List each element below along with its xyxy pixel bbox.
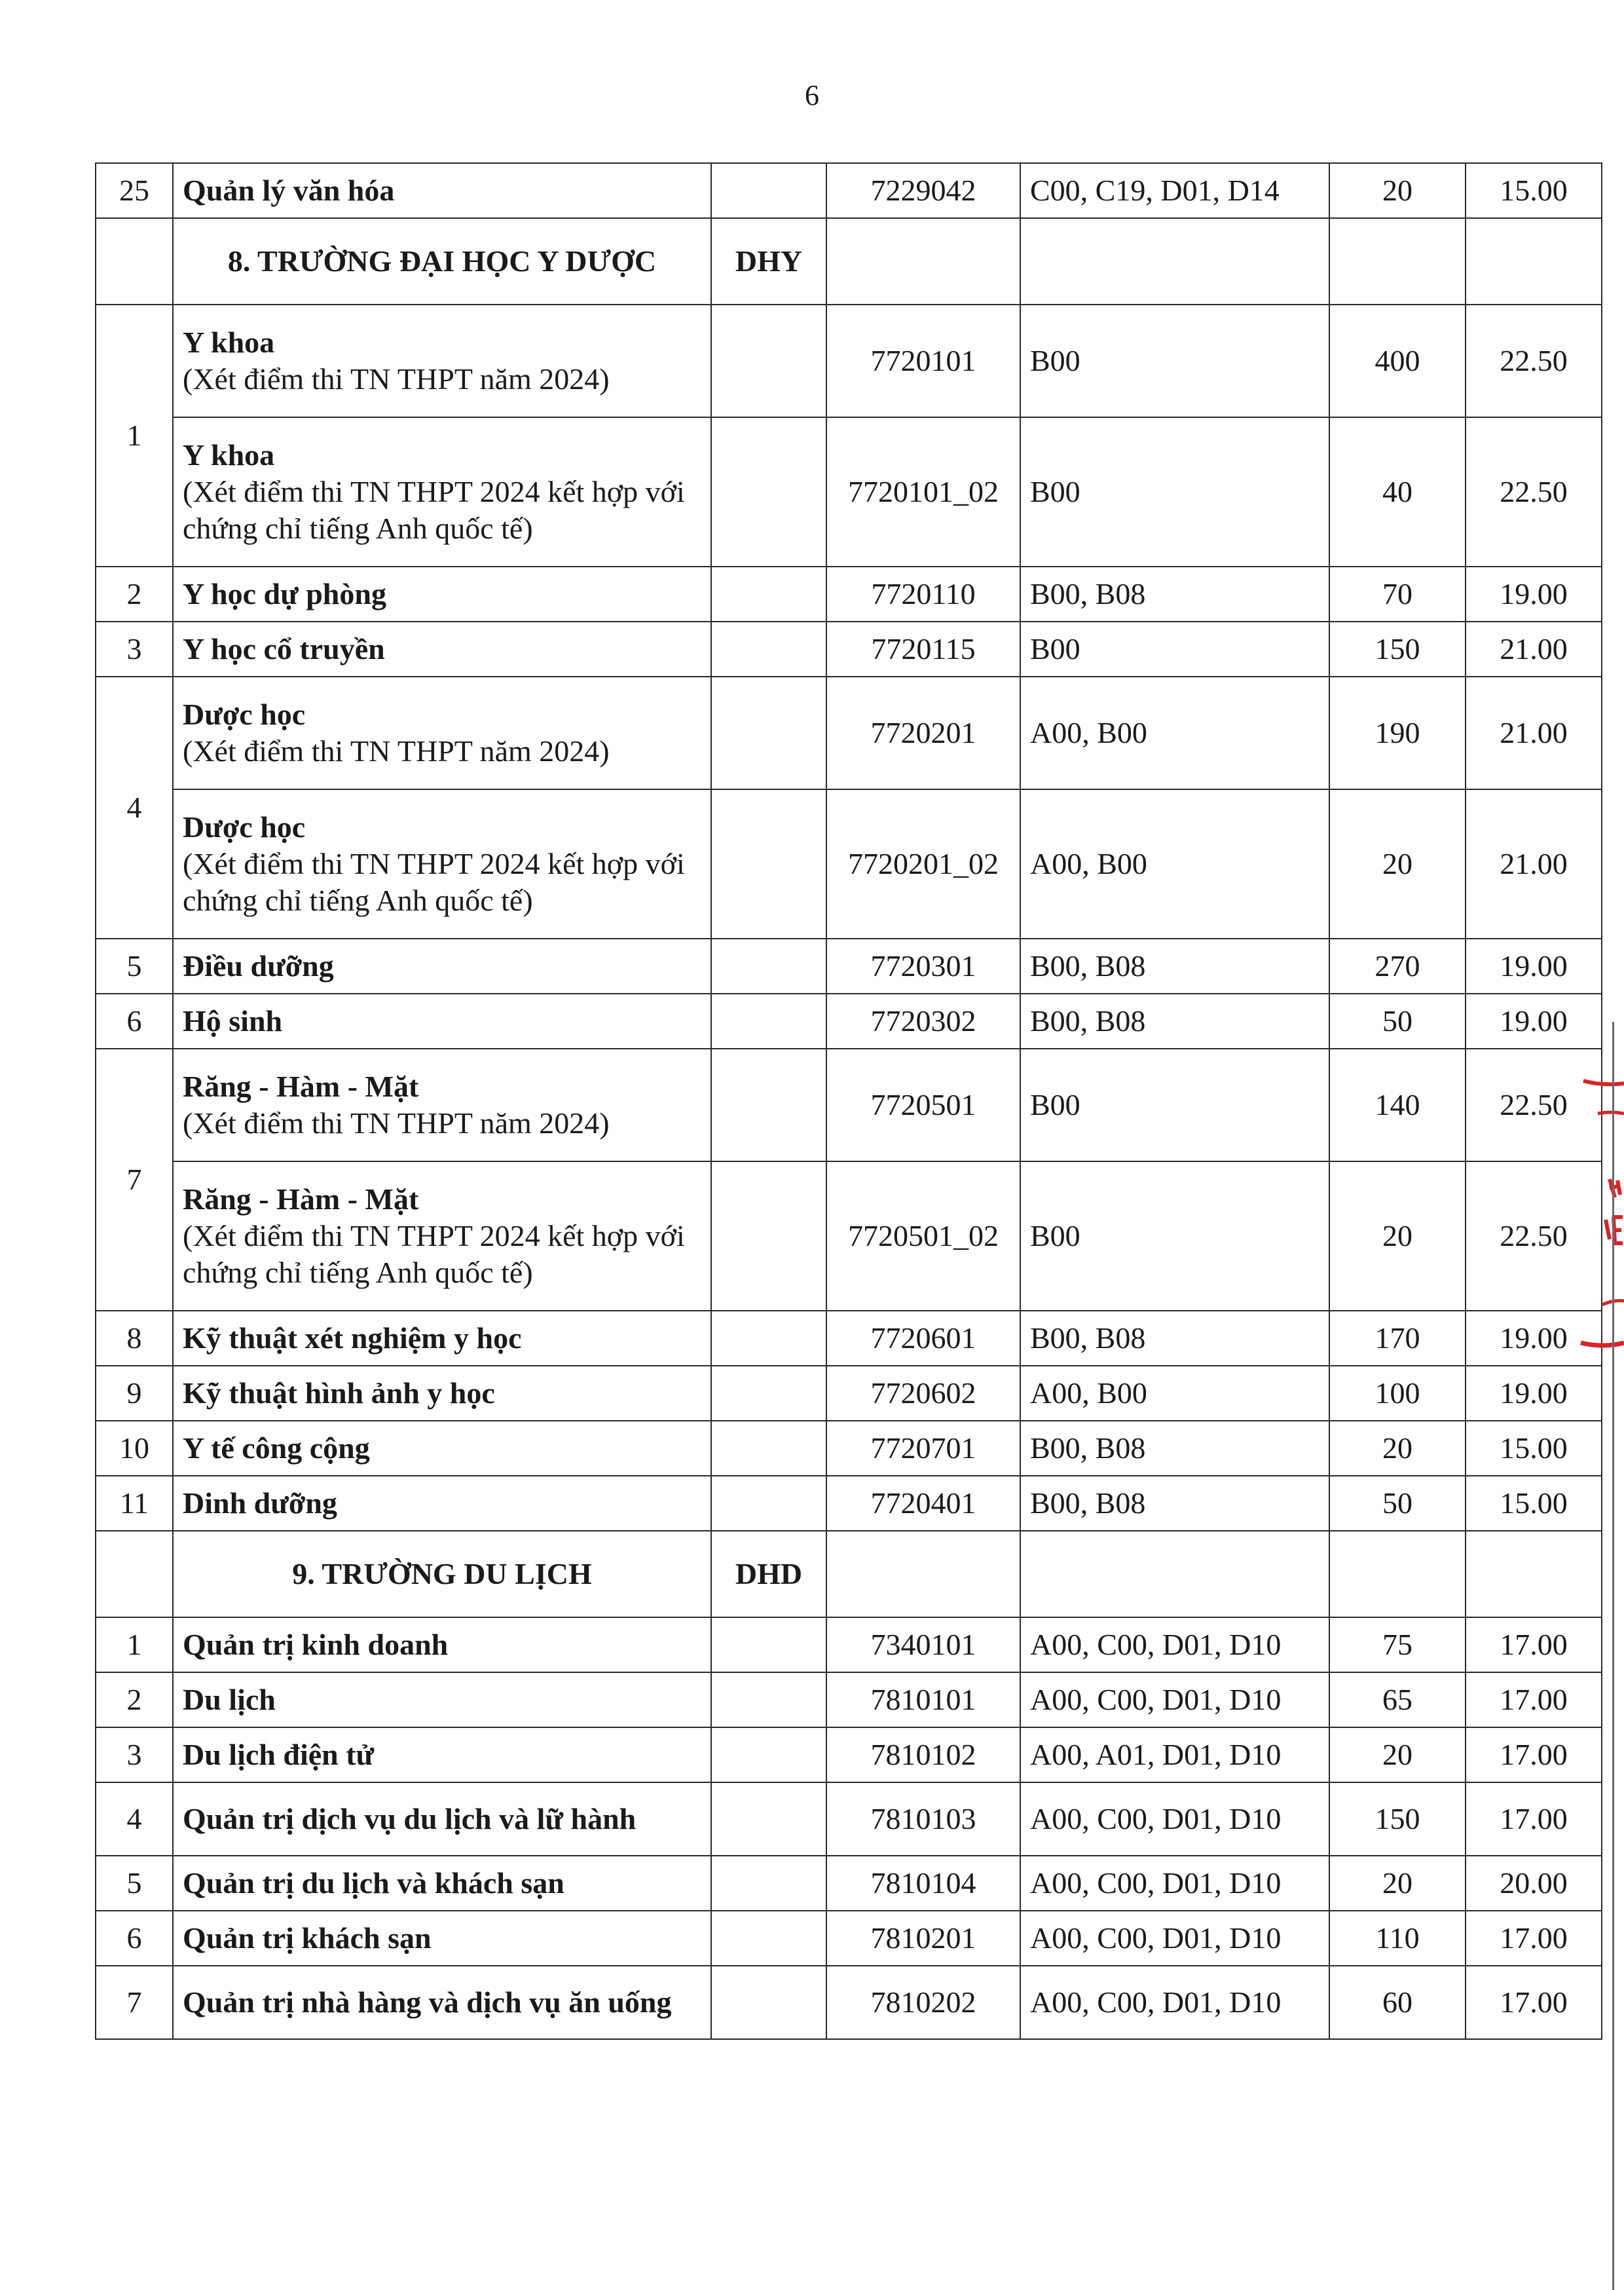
benchmark-score: 19.00 <box>1466 1366 1602 1421</box>
major-code: 7720115 <box>826 622 1020 677</box>
major-name-cell <box>173 417 711 567</box>
school-code-cell <box>711 1727 826 1782</box>
school-code-cell <box>711 1782 826 1856</box>
major-code: 7810104 <box>826 1856 1020 1911</box>
table-row <box>96 1161 1602 1311</box>
subject-combinations: A00, B00 <box>1020 677 1329 789</box>
table-row <box>96 994 1602 1049</box>
quota: 150 <box>1329 1782 1466 1856</box>
school-code-cell <box>711 163 826 218</box>
major-code: 7720602 <box>826 1366 1020 1421</box>
subject-combinations: C00, C19, D01, D14 <box>1020 163 1329 218</box>
major-code: 7720501 <box>826 1049 1020 1161</box>
benchmark-score: 17.00 <box>1466 1617 1602 1672</box>
major-name: Quản trị khách sạn <box>183 1921 432 1955</box>
subject-combinations: B00, B08 <box>1020 1421 1329 1476</box>
row-number: 2 <box>96 1672 173 1727</box>
table-row <box>96 1782 1602 1856</box>
table-row <box>96 1366 1602 1421</box>
school-code-cell <box>711 1161 826 1311</box>
row-number: 6 <box>96 1911 173 1966</box>
major-name-cell <box>173 1049 711 1161</box>
major-name: Răng - Hàm - Mặt <box>183 1182 419 1216</box>
table-row <box>96 1856 1602 1911</box>
benchmark-score: 22.50 <box>1466 1049 1602 1161</box>
subject-combinations: A00, C00, D01, D10 <box>1020 1782 1329 1856</box>
subject-combinations: A00, C00, D01, D10 <box>1020 1856 1329 1911</box>
quota: 20 <box>1329 1856 1466 1911</box>
major-code: 7229042 <box>826 163 1020 218</box>
empty-cell <box>826 1531 1020 1617</box>
quota: 150 <box>1329 622 1466 677</box>
quota: 40 <box>1329 417 1466 567</box>
major-name-cell <box>173 1366 711 1421</box>
major-name: Quản trị du lịch và khách sạn <box>183 1866 564 1900</box>
row-number: 2 <box>96 567 173 622</box>
school-code-cell <box>711 1856 826 1911</box>
benchmark-score: 20.00 <box>1466 1856 1602 1911</box>
quota: 190 <box>1329 677 1466 789</box>
major-note: (Xét điểm thi TN THPT năm 2024) <box>183 362 610 396</box>
benchmark-score: 15.00 <box>1466 1421 1602 1476</box>
benchmark-score: 17.00 <box>1466 1672 1602 1727</box>
major-name-cell <box>173 1672 711 1727</box>
benchmark-score: 17.00 <box>1466 1727 1602 1782</box>
major-code: 7810101 <box>826 1672 1020 1727</box>
quota: 140 <box>1329 1049 1466 1161</box>
empty-cell <box>1466 1531 1602 1617</box>
major-name: Quản trị nhà hàng và dịch vụ ăn uống <box>183 1985 672 2019</box>
benchmark-score: 17.00 <box>1466 1966 1602 2039</box>
school-code: DHY <box>711 218 826 305</box>
subject-combinations: B00, B08 <box>1020 939 1329 994</box>
page-number: 6 <box>805 79 819 111</box>
major-note: (Xét điểm thi TN THPT 2024 kết hợp với chứng chỉ tiếng Anh quốc tế) <box>183 1219 685 1289</box>
quota: 20 <box>1329 163 1466 218</box>
major-code: 7720101_02 <box>826 417 1020 567</box>
school-code: DHD <box>711 1531 826 1617</box>
empty-cell <box>1329 1531 1466 1617</box>
subject-combinations: B00, B08 <box>1020 567 1329 622</box>
subject-combinations: A00, A01, D01, D10 <box>1020 1727 1329 1782</box>
major-name-cell <box>173 305 711 417</box>
major-name: Du lịch <box>183 1683 276 1716</box>
table-row <box>96 1617 1602 1672</box>
row-number: 4 <box>96 677 173 939</box>
row-number: 1 <box>96 1617 173 1672</box>
major-name: Y khoa <box>183 326 275 359</box>
benchmark-score: 22.50 <box>1466 1161 1602 1311</box>
major-code: 7720201 <box>826 677 1020 789</box>
subject-combinations: A00, C00, D01, D10 <box>1020 1911 1329 1966</box>
major-code: 7720401 <box>826 1476 1020 1531</box>
major-name-cell <box>173 163 711 218</box>
table-row <box>96 305 1602 417</box>
major-name-cell <box>173 622 711 677</box>
major-name-cell <box>173 1782 711 1856</box>
table-row <box>96 1672 1602 1727</box>
major-name: Quản lý văn hóa <box>183 174 395 207</box>
scan-edge-line <box>1612 1022 1614 2290</box>
table-row <box>96 1049 1602 1161</box>
major-code: 7720301 <box>826 939 1020 994</box>
benchmark-score: 17.00 <box>1466 1782 1602 1856</box>
school-name: 8. TRƯỜNG ĐẠI HỌC Y DƯỢC <box>173 218 711 305</box>
major-code: 7720201_02 <box>826 789 1020 939</box>
major-name: Kỹ thuật hình ảnh y học <box>183 1376 495 1410</box>
table-row <box>96 1311 1602 1366</box>
school-code-cell <box>711 1366 826 1421</box>
major-note: (Xét điểm thi TN THPT 2024 kết hợp với chứng chỉ tiếng Anh quốc tế) <box>183 475 685 545</box>
major-name-cell <box>173 1311 711 1366</box>
admissions-table <box>95 162 1602 2040</box>
school-code-cell <box>711 1966 826 2039</box>
benchmark-score: 21.00 <box>1466 789 1602 939</box>
major-name: Y khoa <box>183 438 275 472</box>
subject-combinations: B00 <box>1020 622 1329 677</box>
major-code: 7720110 <box>826 567 1020 622</box>
major-note: (Xét điểm thi TN THPT năm 2024) <box>183 734 610 768</box>
row-number-cell <box>96 218 173 305</box>
quota: 60 <box>1329 1966 1466 2039</box>
benchmark-score: 19.00 <box>1466 994 1602 1049</box>
subject-combinations: B00, B08 <box>1020 994 1329 1049</box>
quota: 20 <box>1329 1727 1466 1782</box>
table-row <box>96 1966 1602 2039</box>
quota: 20 <box>1329 1161 1466 1311</box>
table-row <box>96 789 1602 939</box>
benchmark-score: 19.00 <box>1466 1311 1602 1366</box>
row-number: 1 <box>96 305 173 567</box>
quota: 20 <box>1329 1421 1466 1476</box>
major-name-cell <box>173 1966 711 2039</box>
major-name-cell <box>173 1161 711 1311</box>
row-number: 9 <box>96 1366 173 1421</box>
table-row <box>96 417 1602 567</box>
table-row <box>96 163 1602 218</box>
quota: 65 <box>1329 1672 1466 1727</box>
benchmark-score: 22.50 <box>1466 305 1602 417</box>
row-number: 7 <box>96 1966 173 2039</box>
row-number: 5 <box>96 939 173 994</box>
table-body <box>96 163 1602 2039</box>
school-code-cell <box>711 1476 826 1531</box>
school-code-cell <box>711 567 826 622</box>
row-number: 11 <box>96 1476 173 1531</box>
subject-combinations: B00, B08 <box>1020 1311 1329 1366</box>
subject-combinations: B00, B08 <box>1020 1476 1329 1531</box>
major-note: (Xét điểm thi TN THPT năm 2024) <box>183 1106 610 1140</box>
benchmark-score: 21.00 <box>1466 622 1602 677</box>
major-code: 7810103 <box>826 1782 1020 1856</box>
school-row <box>96 218 1602 305</box>
school-code-cell <box>711 1049 826 1161</box>
major-name: Dược học <box>183 698 306 731</box>
subject-combinations: B00 <box>1020 1049 1329 1161</box>
quota: 170 <box>1329 1311 1466 1366</box>
quota: 75 <box>1329 1617 1466 1672</box>
school-code-cell <box>711 305 826 417</box>
major-name: Y tế công cộng <box>183 1431 370 1465</box>
major-name: Dinh dưỡng <box>183 1486 337 1520</box>
quota: 70 <box>1329 567 1466 622</box>
empty-cell <box>826 218 1020 305</box>
major-code: 7720601 <box>826 1311 1020 1366</box>
table-row <box>96 567 1602 622</box>
subject-combinations: B00 <box>1020 417 1329 567</box>
benchmark-score: 19.00 <box>1466 939 1602 994</box>
school-code-cell <box>711 1421 826 1476</box>
major-name-cell <box>173 994 711 1049</box>
school-code-cell <box>711 1911 826 1966</box>
major-name-cell <box>173 789 711 939</box>
empty-cell <box>1020 218 1329 305</box>
major-code: 7810202 <box>826 1966 1020 2039</box>
benchmark-score: 21.00 <box>1466 677 1602 789</box>
quota: 50 <box>1329 994 1466 1049</box>
empty-cell <box>1329 218 1466 305</box>
empty-cell <box>1466 218 1602 305</box>
benchmark-score: 17.00 <box>1466 1911 1602 1966</box>
row-number: 4 <box>96 1782 173 1856</box>
quota: 20 <box>1329 789 1466 939</box>
major-name-cell <box>173 1911 711 1966</box>
quota: 100 <box>1329 1366 1466 1421</box>
quota: 270 <box>1329 939 1466 994</box>
row-number: 6 <box>96 994 173 1049</box>
subject-combinations: A00, C00, D01, D10 <box>1020 1617 1329 1672</box>
major-name-cell <box>173 1727 711 1782</box>
subject-combinations: B00 <box>1020 305 1329 417</box>
row-number: 7 <box>96 1049 173 1311</box>
major-code: 7720701 <box>826 1421 1020 1476</box>
major-name: Điều dưỡng <box>183 949 334 983</box>
subject-combinations: A00, B00 <box>1020 789 1329 939</box>
school-code-cell <box>711 622 826 677</box>
benchmark-score: 22.50 <box>1466 417 1602 567</box>
major-name: Răng - Hàm - Mặt <box>183 1070 419 1103</box>
major-name-cell <box>173 677 711 789</box>
school-code-cell <box>711 939 826 994</box>
major-name-cell <box>173 567 711 622</box>
school-row <box>96 1531 1602 1617</box>
row-number: 3 <box>96 1727 173 1782</box>
major-name-cell <box>173 939 711 994</box>
school-code-cell <box>711 1672 826 1727</box>
school-code-cell <box>711 789 826 939</box>
school-code-cell <box>711 677 826 789</box>
table-row <box>96 1421 1602 1476</box>
subject-combinations: A00, B00 <box>1020 1366 1329 1421</box>
major-name: Quản trị dịch vụ du lịch và lữ hành <box>183 1802 637 1835</box>
major-code: 7720501_02 <box>826 1161 1020 1311</box>
major-name: Kỹ thuật xét nghiệm y học <box>183 1321 522 1355</box>
quota: 400 <box>1329 305 1466 417</box>
major-note: (Xét điểm thi TN THPT 2024 kết hợp với chứng chỉ tiếng Anh quốc tế) <box>183 847 685 917</box>
major-code: 7720101 <box>826 305 1020 417</box>
major-name: Dược học <box>183 810 306 844</box>
subject-combinations: A00, C00, D01, D10 <box>1020 1672 1329 1727</box>
major-name-cell <box>173 1856 711 1911</box>
major-name-cell <box>173 1476 711 1531</box>
school-code-cell <box>711 417 826 567</box>
table-row <box>96 1727 1602 1782</box>
table-row <box>96 1911 1602 1966</box>
major-code: 7810102 <box>826 1727 1020 1782</box>
benchmark-score: 19.00 <box>1466 567 1602 622</box>
red-seal-fragment <box>1570 1068 1624 1362</box>
major-code: 7720302 <box>826 994 1020 1049</box>
subject-combinations: B00 <box>1020 1161 1329 1311</box>
benchmark-score: 15.00 <box>1466 163 1602 218</box>
school-code-cell <box>711 1617 826 1672</box>
empty-cell <box>1020 1531 1329 1617</box>
row-number: 10 <box>96 1421 173 1476</box>
table-row <box>96 677 1602 789</box>
major-name: Y học dự phòng <box>183 577 386 610</box>
row-number: 3 <box>96 622 173 677</box>
quota: 50 <box>1329 1476 1466 1531</box>
table-row <box>96 622 1602 677</box>
subject-combinations: A00, C00, D01, D10 <box>1020 1966 1329 2039</box>
school-code-cell <box>711 994 826 1049</box>
major-name: Hộ sinh <box>183 1004 283 1038</box>
major-name: Y học cổ truyền <box>183 632 385 666</box>
major-name: Du lịch điện tử <box>183 1738 375 1771</box>
major-name-cell <box>173 1617 711 1672</box>
row-number: 25 <box>96 163 173 218</box>
school-name: 9. TRƯỜNG DU LỊCH <box>173 1531 711 1617</box>
table-row <box>96 939 1602 994</box>
major-code: 7810201 <box>826 1911 1020 1966</box>
row-number: 8 <box>96 1311 173 1366</box>
major-name-cell <box>173 1421 711 1476</box>
school-code-cell <box>711 1311 826 1366</box>
quota: 110 <box>1329 1911 1466 1966</box>
major-name: Quản trị kinh doanh <box>183 1628 449 1661</box>
major-code: 7340101 <box>826 1617 1020 1672</box>
row-number-cell <box>96 1531 173 1617</box>
table-row <box>96 1476 1602 1531</box>
row-number: 5 <box>96 1856 173 1911</box>
benchmark-score: 15.00 <box>1466 1476 1602 1531</box>
